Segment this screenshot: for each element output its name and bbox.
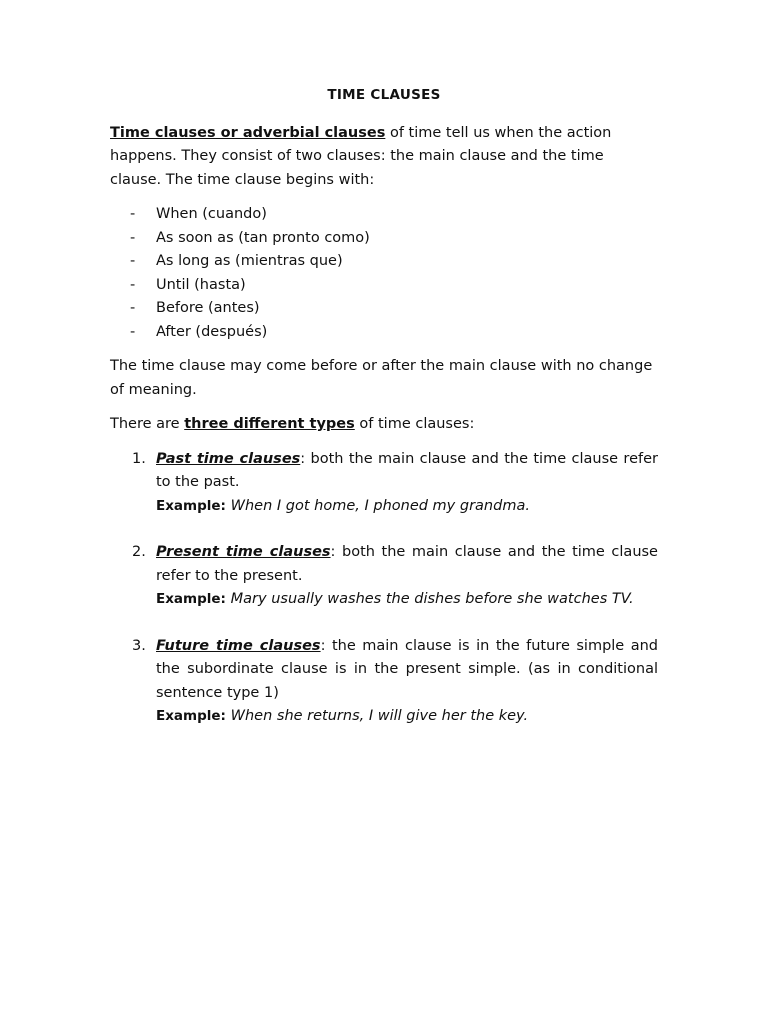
list-item (110, 250, 658, 274)
dash-bullet: - (130, 206, 136, 222)
type-item-future (110, 635, 658, 729)
type-name: Present time clauses (156, 544, 331, 560)
list-item (110, 203, 658, 227)
list-item (110, 321, 658, 345)
example-text: When she returns, I will give her the key. (230, 708, 529, 724)
list-item (110, 274, 658, 298)
example-text: When I got home, I phoned my grandma. (230, 497, 530, 514)
types-list (110, 448, 658, 729)
dash-bullet: - (130, 276, 136, 293)
dash-bullet: - (130, 300, 136, 316)
list-item (110, 297, 658, 321)
type-description: : both the main clause and the time clause refer to the past. (156, 450, 658, 490)
conjunction-text: After (después) (156, 323, 268, 340)
item-number: 3. (132, 637, 146, 654)
intro-lead-term: Time clauses or adverbial clauses (110, 124, 386, 141)
item-number: 1. (132, 450, 146, 467)
example-text: Mary usually washes the dishes before she watches TV. (230, 591, 634, 607)
item-number: 2. (132, 544, 146, 560)
position-note: The time clause may come before or after the main clause with no change of meaning. (110, 358, 653, 398)
page-title: TIME CLAUSES (327, 87, 441, 103)
types-intro-emphasis: three different types (184, 416, 355, 432)
types-intro-after: of time clauses: (354, 416, 475, 432)
conjunction-text: When (cuando) (156, 206, 267, 222)
type-item-present (110, 541, 658, 612)
types-intro-before: There are (110, 416, 185, 432)
type-description: : the main clause is in the future simple and the subordinate clause is in the present simple. (as in conditional sentence type 1) (156, 637, 658, 701)
dash-bullet: - (130, 253, 136, 269)
example-label: Example: (156, 708, 231, 724)
type-name: Future time clauses (156, 637, 321, 654)
type-item-past (110, 448, 658, 519)
intro-paragraph (110, 122, 658, 193)
document-page (110, 84, 658, 752)
conjunction-text: As long as (mientras que) (156, 253, 343, 269)
dash-bullet: - (130, 229, 136, 246)
types-intro (110, 413, 658, 437)
dash-bullet: - (130, 323, 136, 340)
type-description: : both the main clause and the time clause refer to the present. (156, 544, 658, 584)
conjunction-text: Until (hasta) (156, 276, 246, 293)
example-label: Example: (156, 497, 231, 514)
conjunction-text: Before (antes) (156, 300, 260, 316)
conjunction-list (110, 203, 658, 344)
type-name: Past time clauses (156, 450, 301, 467)
example-label: Example: (156, 591, 231, 607)
conjunction-text: As soon as (tan pronto como) (156, 229, 370, 246)
list-item (110, 227, 658, 251)
intro-rest: of time tell us when the action happens. They consist of two clauses: the main clause and the time clause. The time clause begins with: (110, 124, 612, 188)
